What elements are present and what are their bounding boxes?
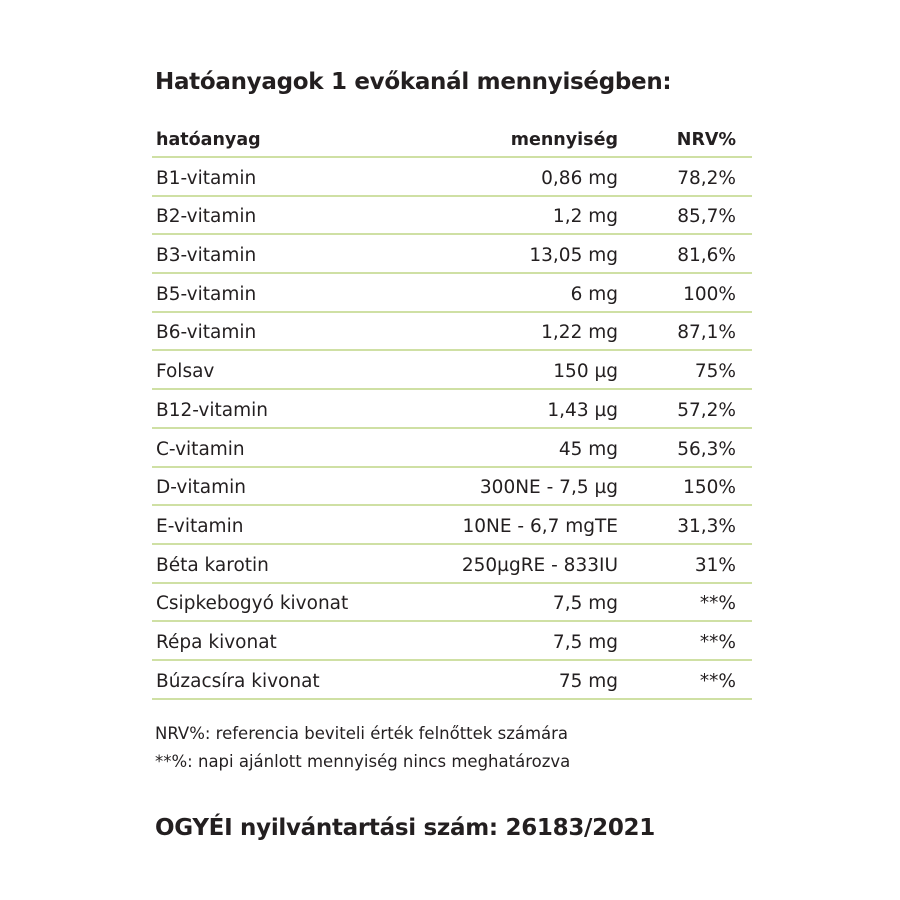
ingredient-amount: 45 mg bbox=[558, 438, 618, 460]
page-title: Hatóanyagok 1 evőkanál mennyiségben: bbox=[155, 69, 672, 95]
ingredient-name: Csipkebogyó kivonat bbox=[156, 593, 349, 615]
ingredient-nrv: 57,2% bbox=[677, 399, 736, 421]
ingredient-name: B2-vitamin bbox=[156, 206, 257, 228]
table-row bbox=[152, 584, 752, 623]
ingredient-name: B6-vitamin bbox=[156, 322, 257, 344]
ingredient-nrv: 81,6% bbox=[677, 245, 736, 267]
ingredient-nrv: 150% bbox=[683, 477, 736, 499]
ingredient-amount: 7,5 mg bbox=[552, 593, 618, 615]
ingredient-amount: 10NE - 6,7 mgTE bbox=[462, 515, 618, 537]
table-row bbox=[152, 429, 752, 468]
ingredient-nrv: **% bbox=[699, 593, 736, 615]
ingredient-amount: 1,43 µg bbox=[547, 399, 618, 421]
ingredient-name: B3-vitamin bbox=[156, 245, 257, 267]
ingredient-amount: 7,5 mg bbox=[552, 631, 618, 653]
ingredient-name: Béta karotin bbox=[156, 554, 269, 576]
table-row bbox=[152, 468, 752, 507]
header-amount: mennyiség bbox=[510, 130, 618, 150]
nrv-footnote: NRV%: referencia beviteli érték felnőttek számára bbox=[155, 724, 569, 743]
ingredient-nrv: 31% bbox=[694, 554, 736, 576]
ingredient-name: Répa kivonat bbox=[156, 631, 277, 653]
table-row bbox=[152, 197, 752, 236]
table-row bbox=[152, 351, 752, 390]
table-row bbox=[152, 622, 752, 661]
ingredient-name: B12-vitamin bbox=[156, 399, 268, 421]
ingredient-name: B5-vitamin bbox=[156, 283, 257, 305]
ingredient-nrv: 75% bbox=[694, 361, 736, 383]
table-row bbox=[152, 274, 752, 313]
ingredient-name: B1-vitamin bbox=[156, 167, 257, 189]
ingredient-name: E-vitamin bbox=[156, 515, 244, 537]
ingredient-nrv: 87,1% bbox=[677, 322, 736, 344]
ingredient-name: Búzacsíra kivonat bbox=[156, 670, 320, 692]
table-row bbox=[152, 545, 752, 584]
ingredient-amount: 75 mg bbox=[558, 670, 618, 692]
ingredient-amount: 300NE - 7,5 µg bbox=[479, 477, 618, 499]
ingredient-amount: 6 mg bbox=[570, 283, 618, 305]
table-row bbox=[152, 235, 752, 274]
stars-footnote: **%: napi ajánlott mennyiség nincs meghatározva bbox=[155, 752, 571, 771]
ingredient-nrv: 31,3% bbox=[677, 515, 736, 537]
ingredient-nrv: **% bbox=[699, 670, 736, 692]
table-row bbox=[152, 390, 752, 429]
ingredient-amount: 13,05 mg bbox=[529, 245, 618, 267]
ingredient-nrv: 78,2% bbox=[677, 167, 736, 189]
ingredient-name: C-vitamin bbox=[156, 438, 245, 460]
ingredient-name: Folsav bbox=[156, 361, 215, 383]
ingredient-amount: 1,22 mg bbox=[541, 322, 618, 344]
ingredient-amount: 0,86 mg bbox=[541, 167, 618, 189]
table-header-row bbox=[152, 116, 752, 158]
ingredient-nrv: 85,7% bbox=[677, 206, 736, 228]
footnotes bbox=[155, 720, 570, 776]
ingredient-nrv: **% bbox=[699, 631, 736, 653]
ingredient-amount: 250µgRE - 833IU bbox=[461, 554, 618, 576]
ingredient-amount: 1,2 mg bbox=[552, 206, 618, 228]
ingredient-name: D-vitamin bbox=[156, 477, 246, 499]
ingredient-amount: 150 µg bbox=[553, 361, 618, 383]
ingredient-nrv: 56,3% bbox=[677, 438, 736, 460]
header-nrv: NRV% bbox=[676, 130, 736, 150]
ingredients-table bbox=[152, 116, 752, 700]
registration-number: OGYÉI nyilvántartási szám: 26183/2021 bbox=[155, 815, 655, 841]
ingredient-nrv: 100% bbox=[683, 283, 736, 305]
table-row bbox=[152, 313, 752, 352]
header-ingredient: hatóanyag bbox=[156, 130, 261, 150]
table-row bbox=[152, 158, 752, 197]
table-row bbox=[152, 506, 752, 545]
table-row bbox=[152, 661, 752, 700]
